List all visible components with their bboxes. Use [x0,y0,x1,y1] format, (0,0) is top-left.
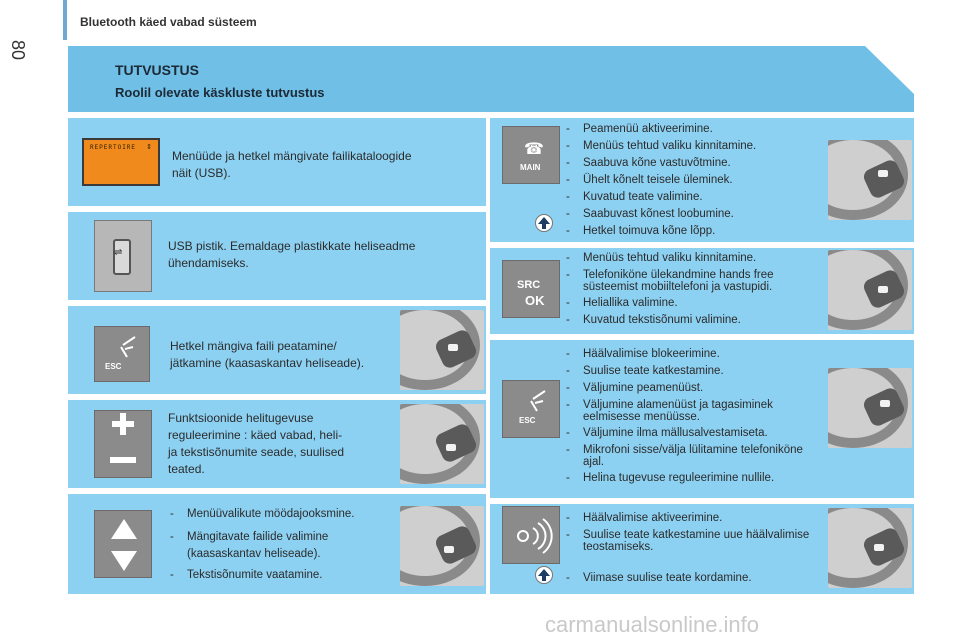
steering-wheel-image [828,368,912,448]
up-down-arrows-icon [94,510,152,578]
panel-esc-text [170,338,364,372]
steering-wheel-image [828,140,912,220]
steering-wheel-image [400,404,484,484]
arrow-up-badge-icon [535,566,553,584]
text-line: ühendamiseks. [168,256,249,270]
arrow-up-badge-icon [535,214,553,232]
main-label: MAIN [520,163,541,172]
esc-glyph-icon [95,327,151,383]
main-list [566,123,816,242]
list-item: - Hetkel toimuva kõne lõpp. [566,225,816,238]
list-item: - Kuvatud teate valimine. [566,191,816,204]
repertoire-display-icon [82,138,160,186]
src-ok-icon [502,260,560,318]
watermark: carmanualsonline.info [545,612,760,637]
ok-label: OK [525,293,545,308]
header-subtitle: Roolil olevate käskluste tutvustus [115,85,325,100]
phone-handset-icon: ☎ [524,141,544,158]
esc-list [566,348,826,488]
text-line: USB pistik. Eemaldage plastikkate heliseadme [168,239,416,253]
arrow-up-icon [111,519,137,539]
usb-symbol-icon: ⇌ [114,247,123,258]
text-line: ja tekstisõnumite seade, suulised [168,445,345,459]
panel-usb-text [168,238,415,272]
usb-port-icon [94,220,152,292]
list-item: - Menüüvalikute möödajooksmine. [170,508,385,521]
list-item: - Väljumine ilma mällusalvestamiseta. [566,427,826,440]
voice-extra-list [566,572,821,589]
esc-label: ESC [519,416,536,425]
list-item: - Heliallika valimine. [566,297,821,310]
list-item: - Peamenüü aktiveerimine. [566,123,816,136]
list-item: - Ühelt kõnelt teisele üleminek. [566,174,816,187]
page-number: 80 [8,40,28,61]
list-item: - Helina tugevuse reguleerimine nullile. [566,472,826,484]
plus-minus-icon [94,410,152,478]
section-title: Bluetooth käed vabad süsteem [80,15,257,29]
esc-glyph-icon [503,381,561,439]
esc-icon [94,326,150,382]
panel-volume-text [168,410,344,478]
voice-list [566,512,821,557]
list-item: - Telefoniköne ülekandmine hands free süsteemist mobiiltelefoni ja vastupidi. [566,269,821,293]
list-item: - Suulise teate katkestamine uue häälvalimise teostamiseks. [566,529,821,553]
text-line: Funktsioonide helitugevuse [168,411,314,425]
list-item: - Suulise teate katkestamine. [566,365,826,378]
text-line: teated. [168,462,205,476]
minus-icon [110,457,136,463]
text-line: reguleerimine : käed vabad, heli- [168,428,343,442]
list-item: - Väljumine alamenüüst ja tagasiminek eelmisesse menüüsse. [566,399,826,423]
list-item: - Saabuva kõne vastuvõtmine. [566,157,816,170]
repertoire-display-label: REPERTOIRE [90,144,137,151]
steering-wheel-image [828,508,912,588]
voice-icon [502,506,560,564]
list-item: - Häälvalimise aktiveerimine. [566,512,821,525]
header-band [68,46,914,112]
steering-wheel-image [828,250,912,330]
steering-wheel-image [400,310,484,390]
text-line: Hetkel mängiva faili peatamine/ [170,339,337,353]
repertoire-arrows-icon: ⇕ [146,144,152,151]
header-title: TUTVUSTUS [115,62,199,78]
plus-icon-vertical [120,413,126,435]
margin-accent-line [63,0,67,40]
esc-label: ESC [105,362,122,371]
list-item: - Mikrofoni sisse/välja lülitamine telefoniköne ajal. [566,444,826,468]
list-item: - Väljumine peamenüüst. [566,382,826,395]
list-item: - Häälvalimise blokeerimine. [566,348,826,361]
scroll-list [170,508,385,586]
list-item: - Mängitavate failide valimine (kaasaskantav heliseade). [170,529,385,563]
list-item: - Tekstisõnumite vaatamine. [170,569,385,582]
voice-waves-icon [503,507,561,565]
list-item: - Kuvatud tekstisõnumi valimine. [566,314,821,327]
list-item: - Menüüs tehtud valiku kinnitamine. [566,252,821,265]
list-item: - Saabuvast kõnest loobumine. [566,208,816,221]
panel-repertoire-text [172,148,412,182]
main-icon [502,126,560,184]
text-line: jätkamine (kaasaskantav heliseade). [170,356,365,370]
list-item: - Viimase suulise teate kordamine. [566,572,821,585]
text-line: näit (USB). [172,166,231,180]
arrow-down-icon [111,551,137,571]
list-item: - Menüüs tehtud valiku kinnitamine. [566,140,816,153]
esc-icon [502,380,560,438]
src-ok-list [566,252,821,331]
src-label: SRC [517,279,541,291]
steering-wheel-image [400,506,484,586]
text-line: Menüüde ja hetkel mängivate failikataloogide [172,149,412,163]
